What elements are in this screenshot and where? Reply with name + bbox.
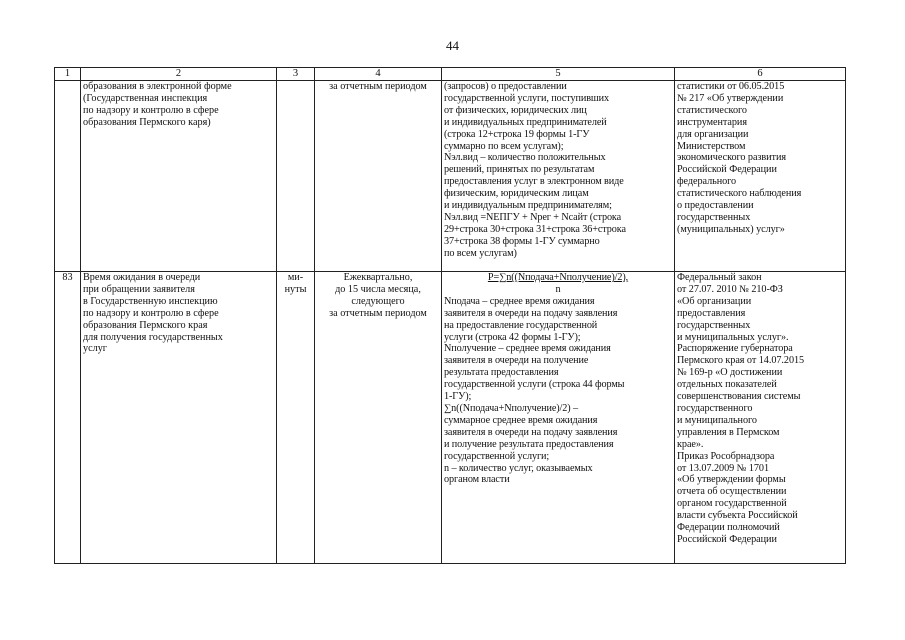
column-number: 2	[81, 68, 277, 81]
text-line: и индивидуальных предпринимателей	[444, 116, 607, 128]
text-line: 1-ГУ);	[444, 391, 472, 403]
text-line: Nподача – среднее время ожидания	[444, 295, 595, 307]
text-line: услуги (строка 42 формы 1-ГУ);	[444, 331, 581, 343]
text-line: ми-	[287, 272, 304, 283]
text-line: Время ожидания в очереди	[83, 272, 201, 283]
text-line: № 217 «Об утверждении	[677, 92, 784, 104]
indicator-name-cell	[81, 272, 277, 564]
text-line: (строка 12+строка 19 формы 1-ГУ	[444, 128, 590, 140]
text-line: услуг	[83, 343, 107, 355]
table-row	[55, 81, 846, 272]
text-line: Министерством	[677, 140, 746, 152]
column-number: 6	[675, 68, 846, 81]
text-line: за отчетным периодом	[329, 307, 427, 319]
text-line: при обращении заявителя	[83, 283, 195, 295]
text-line: (запросов) о предоставлении	[444, 81, 567, 92]
text-line: федерального	[677, 176, 737, 188]
column-number: 4	[315, 68, 442, 81]
text-line: отдельных показателей	[677, 379, 777, 391]
text-line: образования в электронной форме	[83, 81, 232, 92]
text-line: инструментария	[677, 116, 747, 128]
column-number: 5	[442, 68, 675, 81]
formula-denominator: n	[555, 283, 561, 295]
formula-explanation	[444, 296, 672, 487]
text-line: крае».	[677, 438, 704, 450]
text-line: 29+строка 30+строка 31+строка 36+строка	[444, 223, 626, 235]
text-line: заявителя в очереди на подачу заявления	[444, 426, 618, 438]
text-line: в Государственную инспекцию	[83, 295, 218, 307]
text-line: от физических, юридических лиц	[444, 104, 587, 116]
text-line: управления в Пермском	[677, 426, 780, 438]
text-line: статистического наблюдения	[677, 188, 802, 200]
text-line: государственной услуги;	[444, 450, 550, 462]
text-line: результата предоставления	[444, 367, 559, 379]
text-line: следующего	[351, 295, 405, 307]
text-line: заявителя в очереди на получение	[444, 355, 589, 367]
text-line: о предоставлении	[677, 200, 754, 212]
text-line: № 169-р «О достижении	[677, 367, 783, 379]
text-line: государственной услуги (строка 44 формы	[444, 379, 625, 391]
column-number: 1	[55, 68, 81, 81]
column-number: 3	[277, 68, 315, 81]
text-line: предоставления услуг в электронном виде	[444, 176, 624, 188]
text-line: от 13.07.2009 № 1701	[677, 462, 769, 474]
text-line: отчета об осуществлении	[677, 486, 787, 498]
source-cell	[675, 272, 846, 564]
text-line: Российской Федерации	[677, 164, 777, 176]
unit-cell	[277, 81, 315, 272]
text-line: ∑n((Nподача+Nполучение)/2) –	[444, 402, 579, 414]
text-line: Ежеквартально,	[343, 272, 413, 283]
text-line: от 27.07. 2010 № 210-ФЗ	[677, 283, 783, 295]
source-cell	[675, 81, 846, 272]
text-line: (Государственная инспекция	[83, 92, 208, 104]
text-line: органом власти	[444, 474, 510, 486]
text-line: государственных	[677, 319, 751, 331]
formula-expression: P=∑n((Nподача+Nполучение)/2),	[487, 272, 629, 283]
text-line: и получение результата предоставления	[444, 438, 614, 450]
text-line: Приказ Рособрнадзора	[677, 450, 775, 462]
text-line: до 15 числа месяца,	[335, 283, 421, 295]
formula-cell	[442, 81, 675, 272]
text-line: по всем услугам)	[444, 247, 517, 259]
text-line: государственных	[677, 211, 751, 223]
text-line: за отчетным периодом	[329, 81, 427, 92]
text-line: 37+строка 38 формы 1-ГУ суммарно	[444, 235, 600, 247]
text-line: совершенствования системы	[677, 391, 801, 403]
text-line: решений, принятых по результатам	[444, 164, 595, 176]
row-number-cell	[55, 81, 81, 272]
text-line: физическим, юридическим лицам	[444, 188, 589, 200]
text-line: по надзору и контролю в сфере	[83, 104, 219, 116]
text-line: «Об организации	[677, 295, 752, 307]
text-line: статистического	[677, 104, 747, 116]
text-line: Федерации полномочий	[677, 522, 780, 534]
text-line: на предоставление государственной	[444, 319, 598, 331]
text-line: органом государственной	[677, 498, 787, 510]
indicator-name-cell	[81, 81, 277, 272]
text-line: для организации	[677, 128, 749, 140]
text-line: по надзору и контролю в сфере	[83, 307, 219, 319]
column-number-row	[55, 68, 846, 81]
text-line: суммарно по всем услугам);	[444, 140, 564, 152]
text-line: Федеральный закон	[677, 272, 762, 283]
period-cell	[315, 81, 442, 272]
text-line: и муниципальных услуг».	[677, 331, 789, 343]
indicator-table	[54, 67, 846, 564]
text-line: «Об утверждении формы	[677, 474, 786, 486]
text-line: предоставления	[677, 307, 746, 319]
text-line: власти субъекта Российской	[677, 510, 798, 522]
text-line: Nэл.вид – количество положительных	[444, 152, 606, 164]
unit-cell	[277, 272, 315, 564]
text-line: Пермского края от 14.07.2015	[677, 355, 805, 367]
text-line: статистики от 06.05.2015	[677, 81, 785, 92]
text-line: и индивидуальным предпринимателям;	[444, 200, 612, 212]
text-line: суммарное среднее время ожидания	[444, 414, 598, 426]
text-line: Российской Федерации	[677, 533, 777, 545]
text-line: Nэл.вид =NЕПГУ + Nрег + Nсайт (строка	[444, 211, 622, 223]
text-line: государственной услуги, поступивших	[444, 92, 610, 104]
text-line: образования Пермского каря)	[83, 116, 211, 128]
text-line: Распоряжение губернатора	[677, 343, 793, 355]
text-line: образования Пермского края	[83, 319, 208, 331]
text-line: нуты	[284, 283, 307, 295]
text-line: экономического развития	[677, 152, 787, 164]
text-line: n – количество услуг, оказываемых	[444, 462, 593, 474]
page-number: 44	[446, 38, 459, 53]
period-cell	[315, 272, 442, 564]
text-line: заявителя в очереди на подачу заявления	[444, 307, 618, 319]
text-line: Nполучение – среднее время ожидания	[444, 343, 611, 355]
text-line: (муниципальных) услуг»	[677, 223, 785, 235]
table-row	[55, 272, 846, 564]
text-line: государственного	[677, 402, 753, 414]
formula-cell	[442, 272, 675, 564]
text-line: и муниципального	[677, 414, 757, 426]
text-line: для получения государственных	[83, 331, 223, 343]
row-number-cell: 83	[55, 272, 81, 564]
